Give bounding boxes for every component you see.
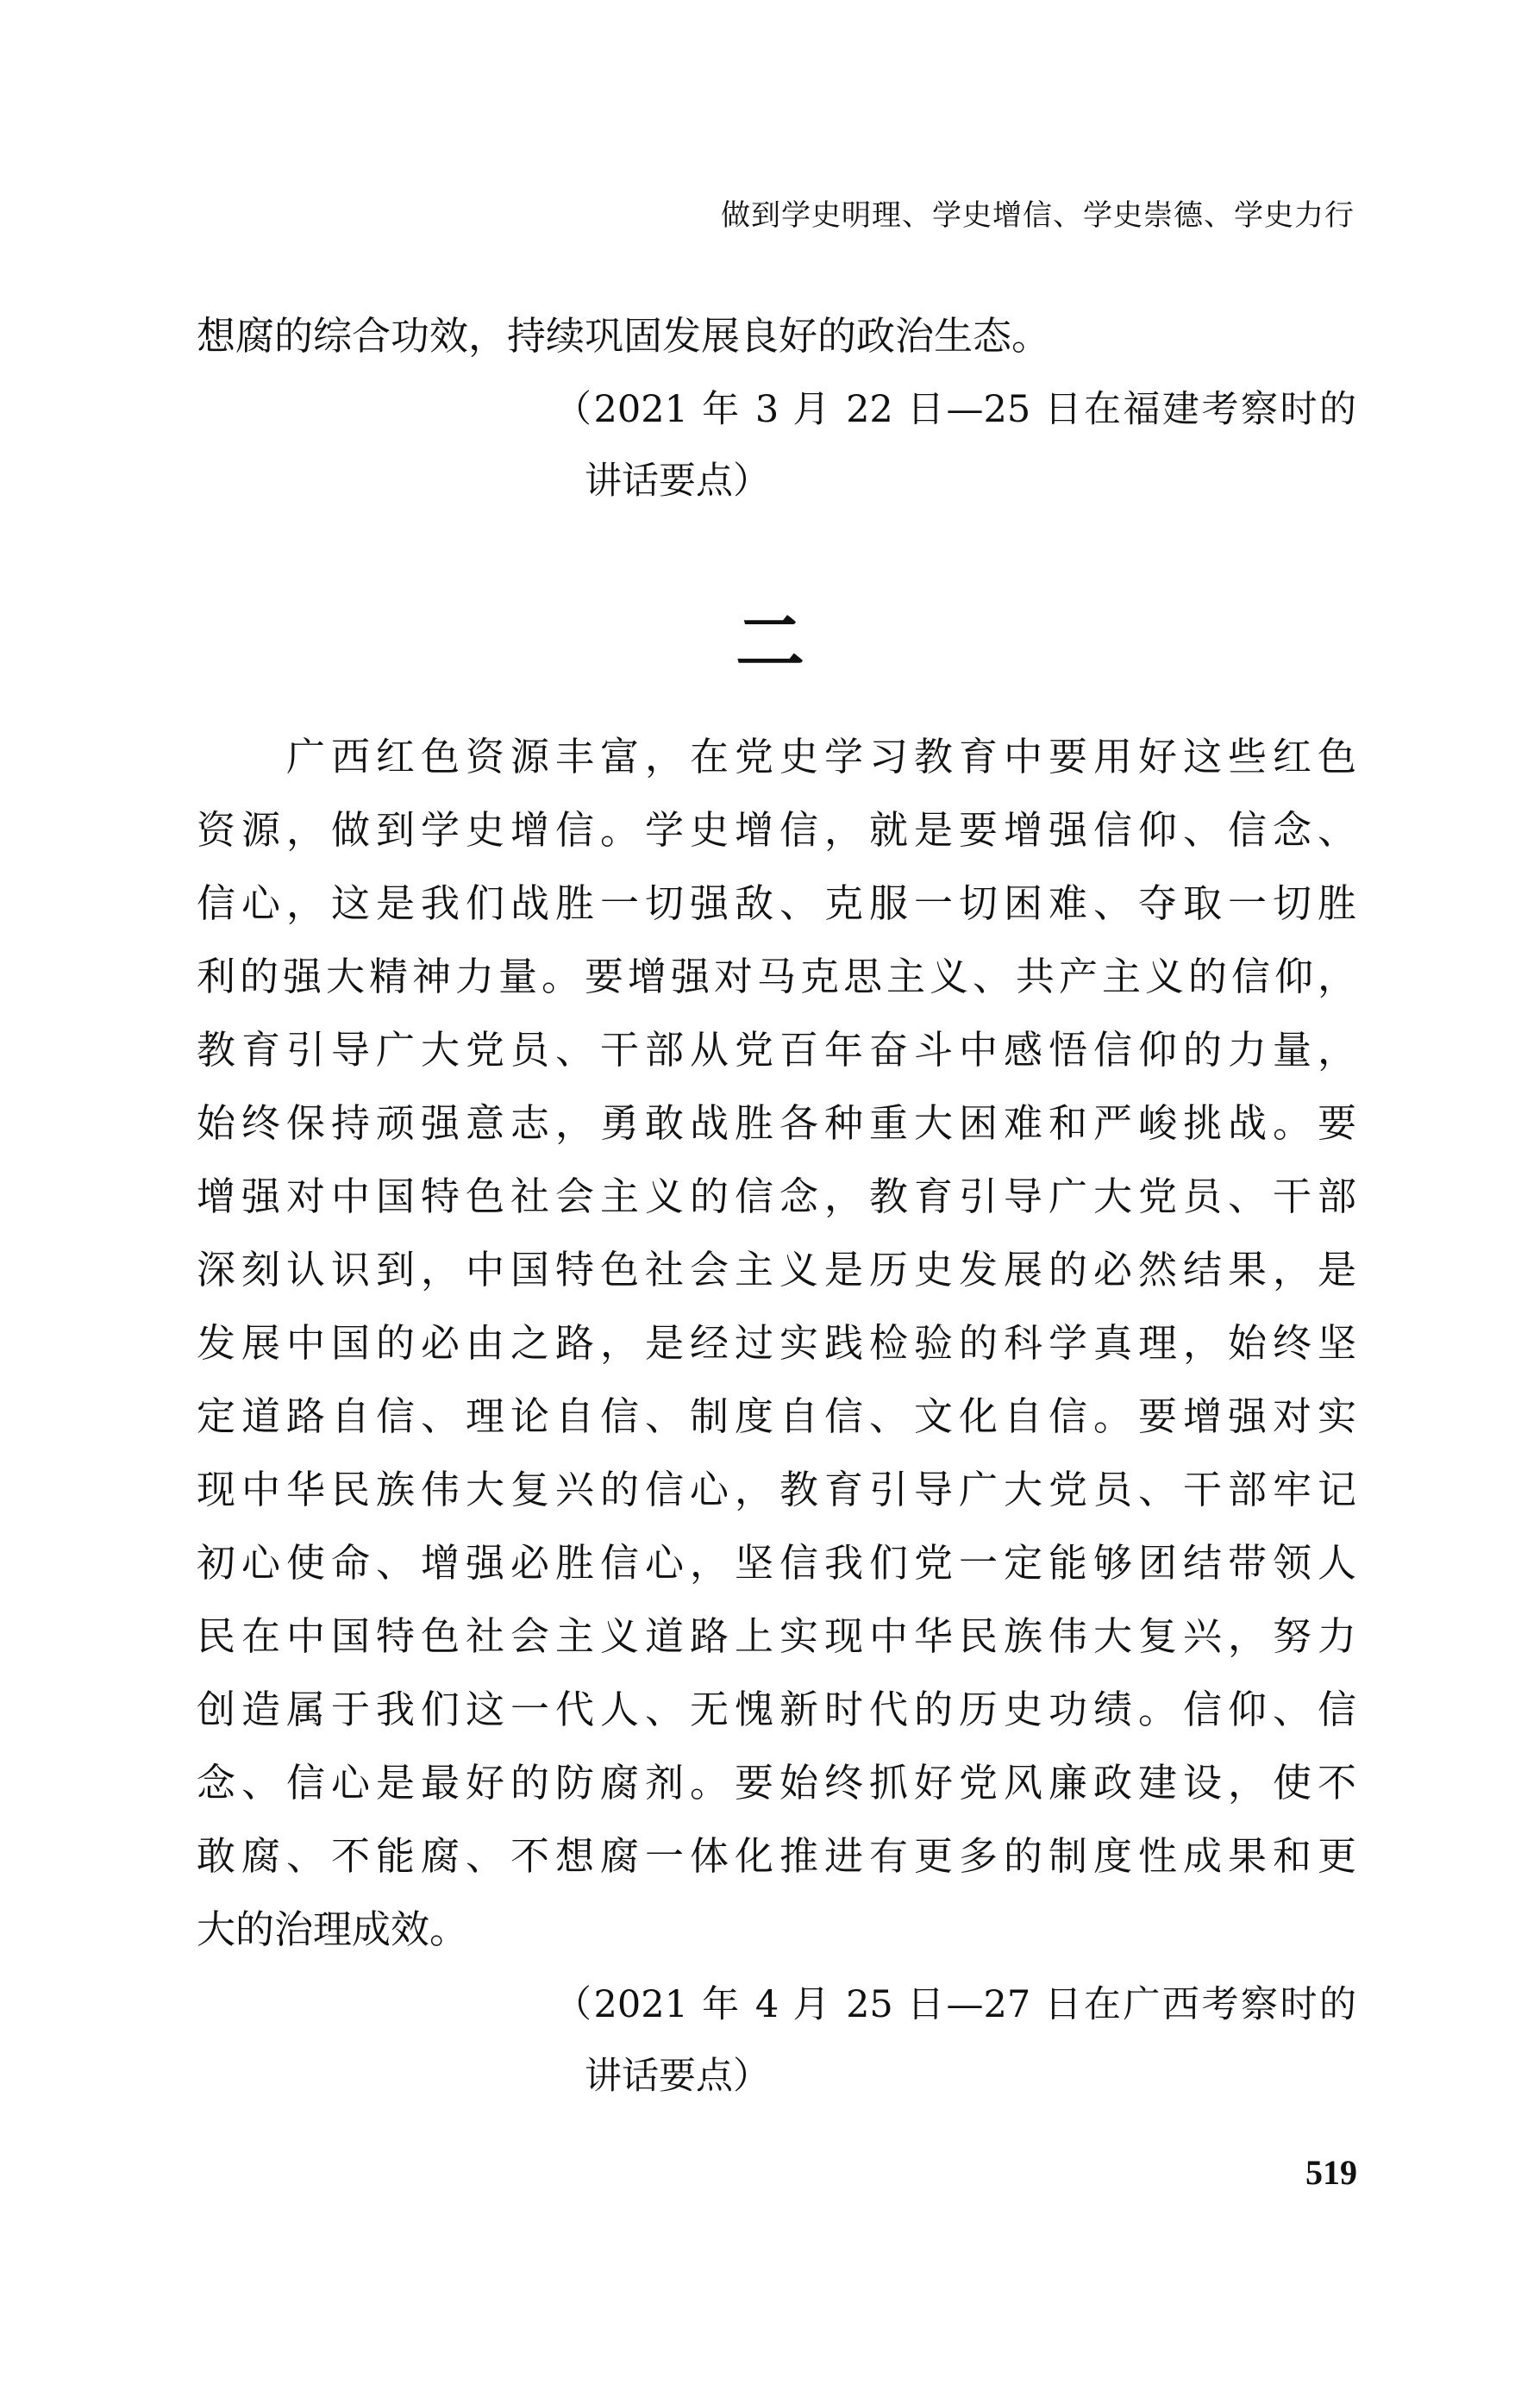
paragraph-line: 利的强大精神力量。要增强对马克思主义、共产主义的信仰， (197, 954, 1356, 999)
paragraph-line: 增强对中国特色社会主义的信念，教育引导广大党员、干部 (197, 1174, 1356, 1219)
paragraph-line: 定道路自信、理论自信、制度自信、文化自信。要增强对实 (197, 1393, 1356, 1439)
source-note-line2: 讲话要点） (585, 2055, 770, 2098)
section-number: 二 (736, 602, 804, 683)
paragraph-line: 现中华民族伟大复兴的信心，教育引导广大党员、干部牢记 (197, 1467, 1356, 1512)
paragraph-line: 发展中国的必由之路，是经过实践检验的科学真理，始终坚 (197, 1320, 1356, 1366)
paragraph-line: 教育引导广大党员、干部从党百年奋斗中感悟信仰的力量， (197, 1027, 1356, 1073)
prev-source-note-line2: 讲话要点） (585, 460, 770, 503)
paragraph-line: 念、信心是最好的防腐剂。要始终抓好党风廉政建设，使不 (197, 1760, 1356, 1806)
paragraph-line: 始终保持顽强意志，勇敢战胜各种重大困难和严峻挑战。要 (197, 1100, 1356, 1146)
prev-source-note-line1: （2021 年 3 月 22 日—25 日在福建考察时的 (554, 388, 1356, 431)
paragraph-line: 敢腐、不能腐、不想腐一体化推进有更多的制度性成果和更 (197, 1833, 1356, 1879)
prev-section-last-line: 想腐的综合功效，持续巩固发展良好的政治生态。 (197, 313, 1051, 359)
page-number: 519 (1305, 2153, 1357, 2192)
paragraph-line: 创造属于我们这一代人、无愧新时代的历史功绩。信仰、信 (197, 1687, 1356, 1732)
paragraph-line: 资源，做到学史增信。学史增信，就是要增强信仰、信念、 (197, 807, 1356, 853)
paragraph-line: 初心使命、增强必胜信心，坚信我们党一定能够团结带领人 (197, 1540, 1356, 1586)
paragraph-line: 广西红色资源丰富，在党史学习教育中要用好这些红色 (197, 734, 1356, 779)
paragraph-line: 大的治理成效。 (197, 1906, 469, 1952)
running-header: 做到学史明理、学史增信、学史崇德、学史力行 (721, 198, 1355, 233)
paragraph-line: 信心，这是我们战胜一切强敌、克服一切困难、夺取一切胜 (197, 880, 1356, 926)
paragraph-line: 民在中国特色社会主义道路上实现中华民族伟大复兴，努力 (197, 1613, 1356, 1659)
source-note-line1: （2021 年 4 月 25 日—27 日在广西考察时的 (554, 1983, 1356, 2026)
paragraph-line: 深刻认识到，中国特色社会主义是历史发展的必然结果，是 (197, 1247, 1356, 1293)
